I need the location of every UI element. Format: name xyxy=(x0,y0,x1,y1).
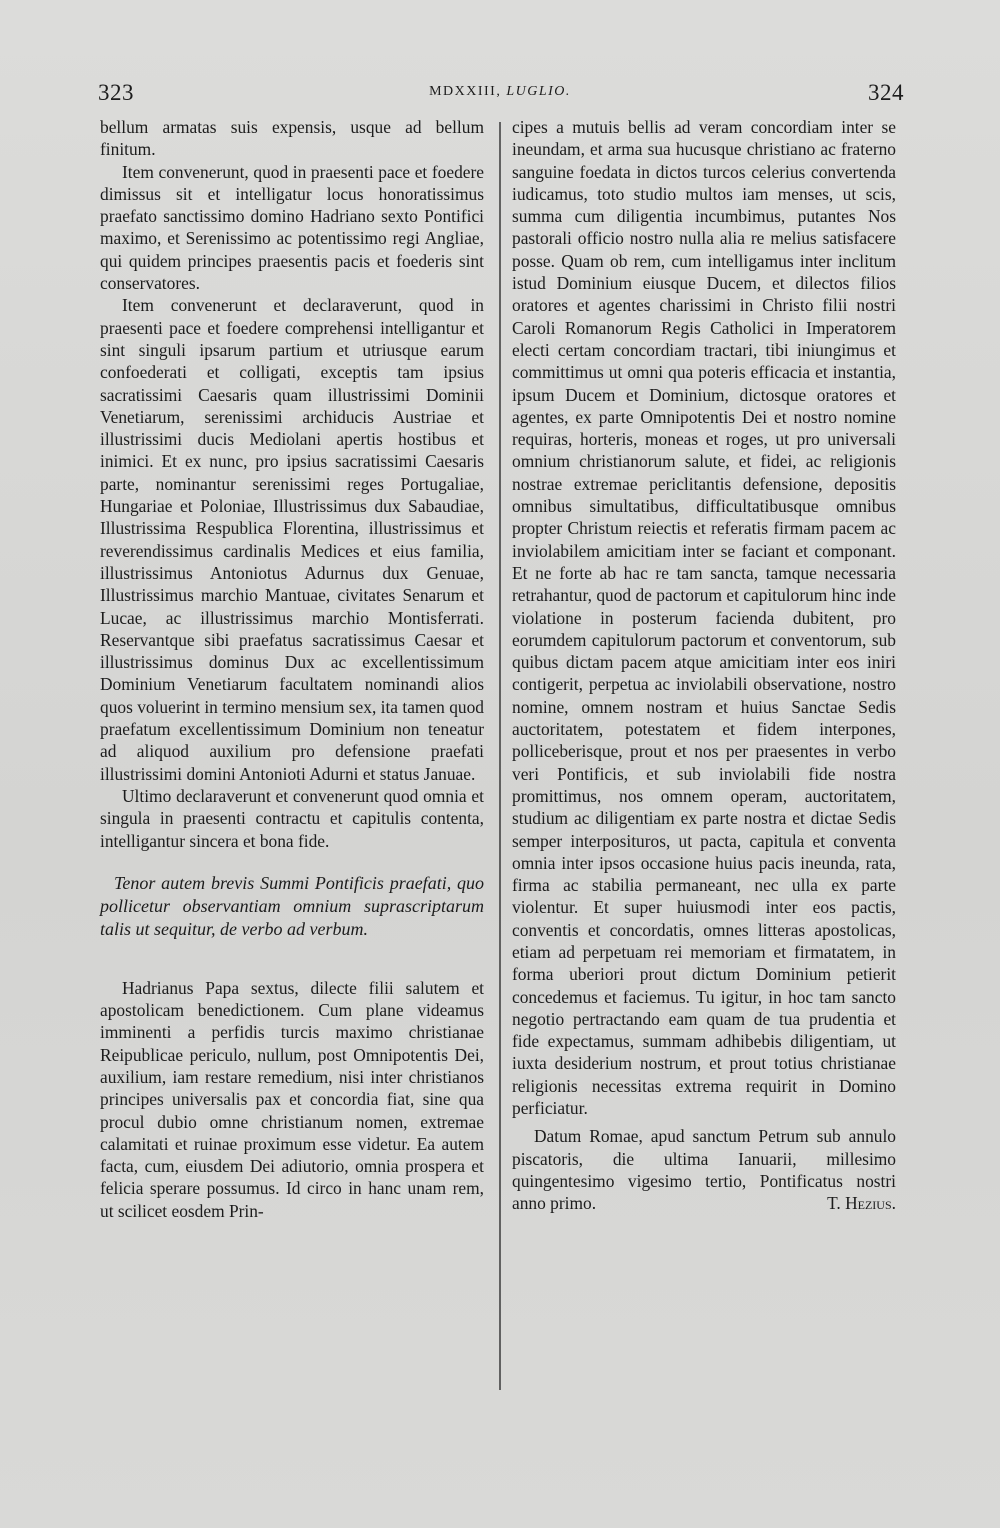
left-paragraph-3: Item convenerunt et declaraverunt, quod in praesenti pace et foedere comprehensi intelligantur et sint singuli ipsarum partium et utriusque earum confoederati et colligati, exceptis tam ipsius sacratissimi Caesaris quam illustrissimi Dominii Venetiarum, serenissimi archiducis Austriae et illustrissimi ducis Mediolani apertis hostibus et inimici. Et ex nunc, pro ipsius sacratissimi Caesaris parte, nominantur serenissimi reges Portugaliae, Hungariae et Poloniae, Illustrissimus dux Sabaudiae, Illustrissima Respublica Florentina, illustrissimus et reverendissimus cardinalis Medices et eius familia, illustrissimus Antoniotus Adurnus dux Genuae, Illustrissimus marchio Mantuae, civitates Senarum et Lucae, ac illustrissimus marchio Montisferrati. Reservantque sibi praefatus sacratissimus Caesar et illustrissimus dominus Dux ac excellentissimum Dominium Venetiarum facultatem nominandi alios quos voluerint in termino mensium sex, ita tamen quod praefatum excellentissimum Dominium non teneatur ad aliquod auxilium pro defensione praefati illustrissimi domini Antonioti Adurni et status Januae. xyxy=(100,295,484,784)
right-column xyxy=(512,116,896,1215)
left-column xyxy=(100,116,484,1222)
page-number-right: 324 xyxy=(868,80,904,105)
left-paragraph-4: Ultimo declaraverunt et convenerunt quod omnia et singula in praesenti contractu et capitulis contenta, intelligantur sincera et bona fide. xyxy=(100,785,484,851)
right-paragraph-1: cipes a mutuis bellis ad veram concordiam inter se ineundam, et arma sua hucusque christiano ac fraterno sanguine foedata in dictos turcos celerius convertenda iudicamus, toto studio multos iam menses, ut scis, summa cum diligentia incumbimus, putantes Nos pastorali officio nostro nulla alia re melius satisfacere posse. Quam ob rem, cum intelligamus inter inclitum istud Dominium eiusque Ducem, et dilectos filios oratores et agentes charissimi in Christo filii nostri Caroli Romanorum Regis Catholici in Imperatorem electi certam concordiam tractari, tibi iniungimus et committimus ut omni qua poteris efficacia et instantia, ipsum Ducem et Dominium, dictosque oratores et agentes, ex parte Omnipotentis Dei et nostro nomine requiras, horteris, moneas et roges, ut pro universali omnium christianorum salute, et fidei, ac religionis nostrae extremae periclitantis defensione, depositis omnibus simultatibus, difficultatibusque omnibus propter Christum reiectis et referatis firmam pacem ac inviolabilem amicitiam inter se faciant et componant. Et ne forte ab hac re tam sancta, tamque necessaria retrahantur, quod de pactorum et capitulorum hinc inde violatione in posterum facienda dubitent, pro eorumdem capitulorum pactorum et conventorum, sub quibus dictam pacem atque amicitiam inter eos iniri contigerit, perpetua ac inviolabili observatione, nostro nomine, omnem nostram et huius Sanctae Sedis auctoritatem, potestatem et fidem interpones, polliceberisque, prout et nos per praesentes in verbo veri Pontificis, et sub inviolabili fide nostra promittimus, nos omnem operam, auctoritatem, studium ac diligentiam ex parte nostra et dictae Sedis semper interposituros, ut pacta, capitula et conventa omnia inter ipsos occasione huius pacis ineunda, rata, firma ac stabilia permaneant, nec ulla ex parte violentur. Et super huiusmodi inter eos pactis, conventis et concordatis, omnes litteras apostolicas, etiam ad perpetuam rei memoriam et firmatatem, in forma uberiori prout dictum Dominium petierit concedemus et faciemus. Tu igitur, in hoc tam sancto negotio pertractando eam quam de tua prudentia et fide expectamus, summam adhibebis diligentiam, ut iuxta desiderium nostrum, et prout totius christianae religionis necessitas extrema requirit in Domino perficiatur. xyxy=(512,117,896,1119)
left-paragraph-2: Item convenerunt, quod in praesenti pace et foedere dimissus sit et intelligatur locus honoratissimus praefato sanctissimo domino Hadriano sexto Pontifici maximo, et Serenissimo ac potentissimo regi Angliae, qui quidem principes praesentis pacis et foederis sint conservatores. xyxy=(100,161,484,294)
page-number-left: 323 xyxy=(98,80,134,105)
running-header-year: MDXXIII, xyxy=(429,84,502,99)
dating-text: Datum Romae, apud sanctum Petrum sub annulo piscatoris, die ultima Ianuarii, millesimo quingentesimo vigesimo tertio, Pontificatus nostri anno primo. xyxy=(512,1126,896,1214)
signature: T. Hezius. xyxy=(827,1193,896,1214)
right-paragraph-dating xyxy=(512,1125,896,1214)
running-header-month: LUGLIO. xyxy=(506,84,571,99)
left-paragraph-1: bellum armatas suis expensis, usque ad bellum finitum. xyxy=(100,117,484,160)
left-paragraph-5: Hadrianus Papa sextus, dilecte filii salutem et apostolicam benedictionem. Cum plane videamus imminenti a perfidis turcis maximo christianae Reipublicae periculo, nullum, post Omnipotentis Dei, auxilium, iam restare remedium, nisi inter christianos principes universalis pax et concordia fiat, sine qua procul dubio omne christianum nomen, extremae calamitati et ruinae proximum esse videtur. Ea autem facta, cum, eiusdem Dei adiutorio, omnia prospera et felicia sperare possumus. Id circo in hanc unam rem, ut scilicet eosdem Prin- xyxy=(100,977,484,1221)
brief-heading: Tenor autem brevis Summi Pontificis praefati, quo pollicetur observantiam omnium suprascriptarum talis ut sequitur, de verbo ad verbum. xyxy=(100,872,484,939)
running-header xyxy=(0,84,1000,100)
column-divider xyxy=(499,122,501,1390)
